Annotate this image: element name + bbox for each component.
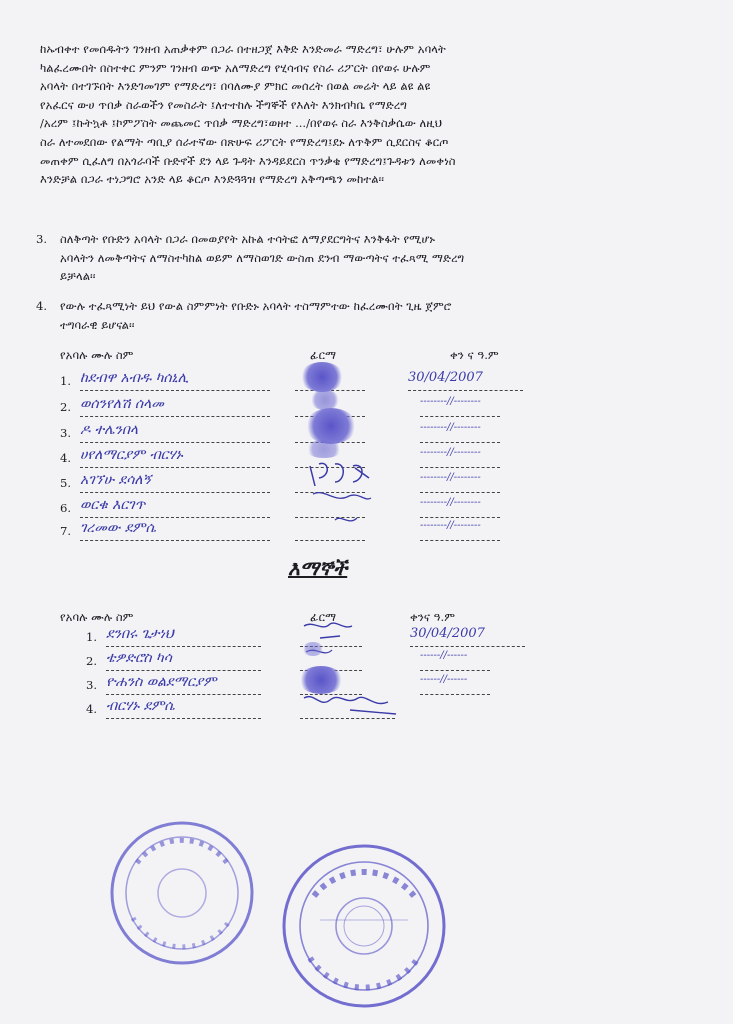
clause-line: ስለቅጣት የቡድን አባላት በጋራ በመወያየት አኩል ተሳትፎ ለማያደርግትና እንቅፋት የሚሆኑ [60,232,436,246]
row-number: 3. [60,426,72,440]
table-row [0,396,733,422]
paragraph-line: /አረም ፤ኩትኳቶ ፤ኮምፖስት መጨመር ጥበቃ ማድረግ፣ወዘተ .../በየወሩ ስራ እንቅስቃሴው ለዚህ [40,116,443,131]
witnesses-title: እማኞች [288,556,348,580]
member-name: ገረመው ደምሴ [80,520,270,541]
member-name: ዶ ተሌንበላ [80,422,270,443]
witness-name: ዮሐንስ ወልደማርያም [106,674,261,695]
paragraph-line: የአፈርና ውሀ ጥበቃ ስራወችን የመስራት ፤ለተተከሉ ችግኞች የእለት እንክብካቤ የማድረግ [40,97,407,112]
table-row [0,370,733,396]
signature-ink-blot [305,408,357,444]
member-name: ከደብዋ አብዱ ካሰኒሊ [80,370,270,391]
members-header-date: ቀን ና ዓ.ም [450,348,499,362]
member-date: --------//-------- [420,520,500,541]
signature-scribble-icon [305,458,385,532]
witness-name: ደንበሩ ጌታነህ [106,626,261,647]
row-number: 4. [86,702,98,716]
agreement-paragraph [40,40,720,189]
row-number: 2. [86,654,98,668]
row-number: 6. [60,501,72,515]
witness-name: ብርሃኑ ደምሴ [106,698,261,719]
row-number: 4. [60,451,72,465]
row-number: 1. [60,374,72,388]
signature-ink-blot [305,440,343,458]
members-header-signature: ፊርማ [310,348,337,362]
member-date: --------//-------- [420,396,500,417]
clause-number: 4. [36,299,48,313]
member-name: አገኘሁ ደሳለኝ [80,472,270,493]
witness-date: ------//------ [420,674,490,695]
witness-date: 30/04/2007 [410,626,525,647]
member-name: ወርቁ እርገጥ [80,497,270,518]
paragraph-line: አባላት በተገኙበት እንድገመገም የማድረግ፣ በባለሙያ ምክር መሰረት በወል መሬት ላይ ልዩ ልዩ [40,79,431,94]
clause-line: አባላትን ለመቅጣትና ለማስተካከል ወይም ለማስወገድ ውስጠ ደንብ ማውጣትና ተፈጻሚ ማድረግ [60,250,465,265]
official-stamp-left-icon [105,818,260,968]
witnesses-header-date: ቀንና ዓ.ም [410,610,456,624]
paragraph-line: እንድቻል በጋራ ተነጋግሮ አንድ ላይ ቆርጦ እንድጓጓዝ የማድረግ አቅጣጫን መከተል፡፡ [40,172,385,187]
member-date: --------//-------- [420,422,500,443]
member-date: --------//-------- [420,447,500,468]
members-header-name: የአባሉ ሙሉ ስም [60,348,134,362]
member-date: 30/04/2007 [408,370,523,391]
member-name: ሀየለማርያም ብርሃኑ [80,447,270,468]
clause-line: ተግባራዊ ይሆናል፡፡ [60,317,135,332]
member-date: --------//-------- [420,497,500,518]
row-number: 7. [60,524,72,538]
clause-line: ይቻላል፡፡ [60,269,96,284]
row-number: 5. [60,476,72,490]
witnesses-header-name: የአባሉ ሙሉ ስም [60,610,134,624]
witnesses-header-signature: ፊርማ [310,610,337,624]
paragraph-line: ስራ ለተመደበው የልማት ጣቢያ ሰራተኛው በጽሁፍ ሪፖርት የማድረግ፤ደኑ ለጥቅም ሲደርስና ቆርጦ [40,134,449,149]
signature-ink-blot [302,642,324,656]
signature-ink-blot [300,362,344,392]
signature-ink-blot [310,390,340,410]
paragraph-line: ካልፈረሙበት በስተቀር ምንም ገንዘብ ወጭ አለማድረግ የሂሳብና የስራ ሪፖርት በየወሩ ሁሉም [40,60,431,75]
witness-name: ቴዎድሮስ ካሳ [106,650,261,671]
member-name: ወሰንየለሽ ሰላመ [80,396,270,417]
paragraph-line: ከኡብቀተ የመሰዱትን ገንዘብ አጠቃቀም በጋራ በተዘጋጀ እቅድ እንድመራ ማድረግ፣ ሁሉም አባላት [40,42,446,56]
paragraph-line: መጠቀም ሲፈለግ በአጎራባች ቡድኖች ደን ላይ ጉዳት እንዳይደርስ ጥንቃቄ የማድረግ፤ጉዳቱን ለመቀነስ [40,153,456,168]
clause-line: የውሉ ተፈጻሚነት ይህ የውል ስምምነት የቡድኑ አባላት ተስማምተው ከፈረሙበት ጊዜ ጀምሮ [60,299,452,313]
table-row [0,422,733,448]
row-number: 3. [86,678,98,692]
signature-ink-blot [298,666,344,694]
row-number: 1. [86,630,98,644]
member-date: --------//-------- [420,472,500,493]
clause-number: 3. [36,232,48,246]
witness-date: ------//------ [420,650,490,671]
row-number: 2. [60,400,72,414]
official-stamp-right-icon [280,840,450,1015]
